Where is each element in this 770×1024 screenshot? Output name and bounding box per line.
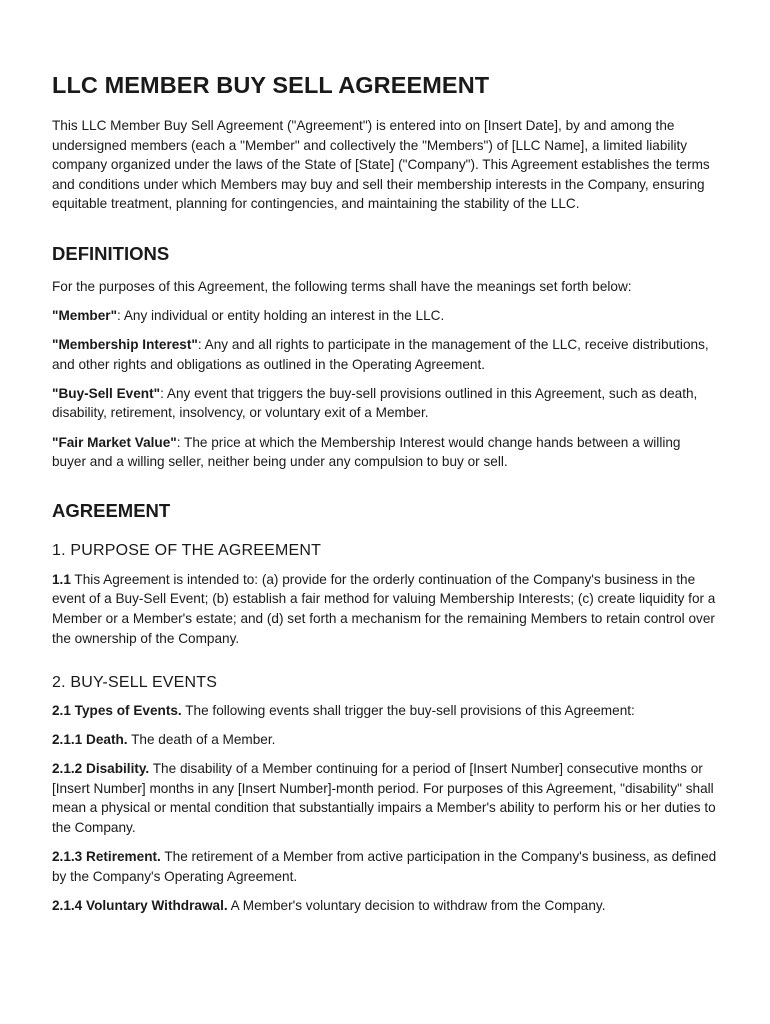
section-1-heading: 1. PURPOSE OF THE AGREEMENT <box>52 541 322 559</box>
clause-2-1-3 <box>52 847 718 886</box>
definition-item <box>52 306 718 326</box>
clause-2-1 <box>52 701 718 721</box>
clause-number: 1.1 <box>52 571 71 587</box>
clause-label: 2.1.4 Voluntary Withdrawal. <box>52 897 228 913</box>
clause-text: This Agreement is intended to: (a) provide for the orderly continuation of the Company's business in the event of a Buy-Sell Event; (b) establish a fair method for valuing Membership Interests; (c) create liquidity for a Member or a Member's estate; and (d) set forth a mechanism for the remaining Members to retain control over the ownership of the Company. <box>52 571 716 646</box>
clause-text: The disability of a Member continuing for a period of [Insert Number] consecutive months or [Insert Number] months in any [Insert Number]-month period. For purposes of this Agreement, "disability" shall mean a physical or mental condition that substantially impairs a Member's ability to perform his or her duties to the Company. <box>52 761 716 836</box>
clause-text: A Member's voluntary decision to withdraw from the Company. <box>227 897 606 913</box>
clause-2-1-1 <box>52 730 718 750</box>
clause-text: The death of a Member. <box>127 732 276 748</box>
document-title: LLC MEMBER BUY SELL AGREEMENT <box>52 72 490 98</box>
definition-text: : The price at which the Membership Interest would change hands between a willing buyer and a willing seller, neither being under any compulsion to buy or sell. <box>52 434 681 470</box>
agreement-heading: AGREEMENT <box>52 499 171 521</box>
clause-text: The following events shall trigger the buy-sell provisions of this Agreement: <box>181 703 635 719</box>
definition-text: : Any individual or entity holding an interest in the LLC. <box>117 308 445 324</box>
intro-paragraph: This LLC Member Buy Sell Agreement ("Agreement") is entered into on [Insert Date], by and among the undersigned members (each a "Member" and collectively the "Members") of [LLC Name], a limited liability company organized under the laws of the State of [State] ("Company"). This Agreement establishes the terms and conditions under which Members may buy and sell their membership interests in the Company, ensuring equitable treatment, planning for contingencies, and maintaining the stability of the LLC. <box>52 118 710 212</box>
definition-term: "Member" <box>52 308 118 324</box>
definition-term: "Fair Market Value" <box>52 434 177 450</box>
definition-text: : Any event that triggers the buy-sell provisions outlined in this Agreement, such as death, disability, retirement, insolvency, or voluntary exit of a Member. <box>52 385 698 421</box>
definition-text: : Any and all rights to participate in the management of the LLC, receive distributions, and other rights and obligations as outlined in the Operating Agreement. <box>52 337 709 372</box>
clause-2-1-4 <box>52 896 718 916</box>
definition-term: "Buy-Sell Event" <box>52 385 161 401</box>
definition-item <box>52 335 718 374</box>
section-2-heading: 2. BUY-SELL EVENTS <box>52 674 218 692</box>
definition-item <box>52 433 718 472</box>
clause-label: 2.1.1 Death. <box>52 732 128 748</box>
clause-label: 2.1.3 Retirement. <box>52 849 161 865</box>
definition-item <box>52 384 718 423</box>
clause-2-1-2 <box>52 759 718 837</box>
clause-1-1 <box>52 570 718 648</box>
definitions-lead: For the purposes of this Agreement, the following terms shall have the meanings set forth below: <box>52 278 632 294</box>
definitions-heading: DEFINITIONS <box>52 242 170 264</box>
clause-label: 2.1 Types of Events. <box>52 703 182 719</box>
clause-text: The retirement of a Member from active participation in the Company's business, as defined by the Company's Operating Agreement. <box>52 849 717 884</box>
definition-term: "Membership Interest" <box>52 337 198 353</box>
clause-label: 2.1.2 Disability. <box>52 761 150 777</box>
